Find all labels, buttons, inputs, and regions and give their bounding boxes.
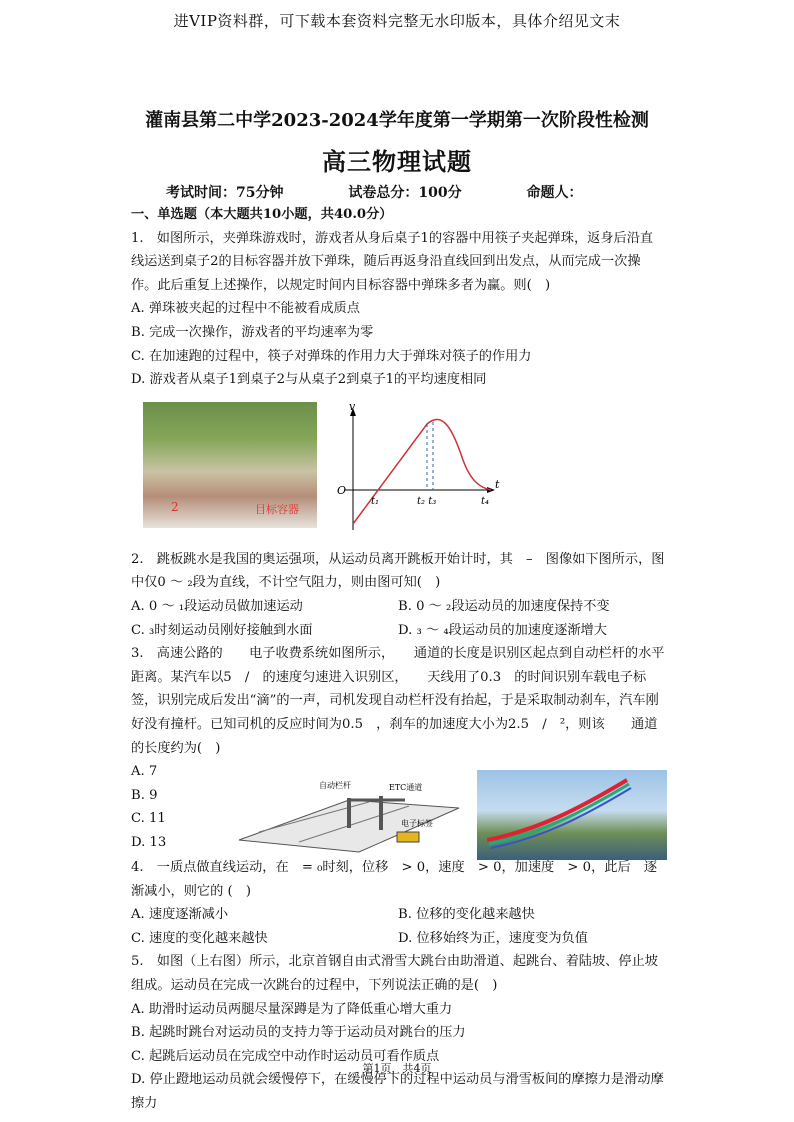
etc-lane-label: ETC通道 <box>389 783 423 793</box>
t1-label: t₁ <box>371 495 380 507</box>
exam-content <box>131 203 665 1116</box>
figure-row-1 <box>131 400 665 538</box>
option-a: A. 助滑时运动员两腿尽量深蹲是为了降低重心增大重力 <box>131 1001 453 1017</box>
question-stem: 5. 如图（上右图）所示，北京首钢自由式滑雪大跳台由助滑道、起跳台、着陆坡、停止坡组成。运动员在完成一次跳台的过程中，下列说法正确的是( ) <box>131 954 658 994</box>
option-d: D. ₃ ～ ₄段运动员的加速度逐渐增大 <box>398 622 607 638</box>
option-a: A. 0 ～ ₁段运动员做加速运动 <box>131 598 303 614</box>
t-axis-label: t <box>495 477 500 491</box>
vip-banner: 进VIP资料群，可下载本套资料完整无水印版本，具体介绍见文末 <box>173 12 621 30</box>
section-heading: 一、单选题（本大题共10小题，共40.0分） <box>131 207 393 222</box>
option-b: B. 位移的变化越来越快 <box>398 907 535 923</box>
option-c: C. 速度的变化越来越快 <box>131 930 268 946</box>
option-d: D. 游戏者从桌子1到桌子2与从桌子2到桌子1的平均速度相同 <box>131 372 487 388</box>
option-d: D. 13 <box>131 834 167 850</box>
option-b: B. 9 <box>131 787 158 803</box>
vt-graph <box>331 400 501 538</box>
option-a: A. 速度逐渐减小 <box>131 907 229 923</box>
exam-score: 试卷总分：100分 <box>348 185 462 201</box>
option-b: B. 完成一次操作，游戏者的平均速率为零 <box>131 324 374 340</box>
question-stem: 1. 如图所示，夹弹珠游戏时，游戏者从身后桌子1的容器中用筷子夹起弹珠，返身后沿直线运送到桌子2的目标容器并放下弹珠，随后再返身沿直线回到出发点，从而完成一次操作。此后重复上述操作，以规定时间内目标容器中弹珠多者为赢。则( ) <box>131 230 654 293</box>
ski-jump-photo <box>477 770 667 860</box>
option-a: A. 7 <box>131 764 158 780</box>
page-footer: 第1页，共4页 <box>362 1062 432 1075</box>
table-number: 2 <box>171 500 179 515</box>
exam-meta <box>166 182 646 202</box>
option-b: B. 0 ～ ₂段运动员的加速度保持不变 <box>398 598 610 614</box>
school-title: 灌南县第二中学2023-2024学年度第一学期第一次阶段性检测 <box>145 110 649 131</box>
origin-label: O <box>337 483 347 497</box>
question-5 <box>131 950 665 1115</box>
tag-label: 电子标签 <box>401 819 433 829</box>
question-stem: 2. 跳板跳水是我国的奥运强项，从运动员离开跳板开始计时，其 – 图像如下图所示，图中仅0 ～ ₂段为直线，不计空气阻力，则由图可知( ) <box>131 551 665 591</box>
t2t3-label: t₂ t₃ <box>417 495 437 507</box>
exam-time: 考试时间：75分钟 <box>166 185 284 201</box>
option-c: C. ₃时刻运动员刚好接触到水面 <box>131 622 313 638</box>
option-d: D. 停止蹬地运动员就会缓慢停下，在缓慢停下的过程中运动员与滑雪板间的摩擦力是滑动摩擦力 <box>131 1072 664 1112</box>
q3-options-figure <box>131 760 665 856</box>
option-c: C. 在加速跑的过程中，筷子对弹珠的作用力大于弹珠对筷子的作用力 <box>131 348 532 364</box>
option-a: A. 弹珠被夹起的过程中不能被看成质点 <box>131 301 360 317</box>
question-3 <box>131 642 665 856</box>
question-1 <box>131 227 665 392</box>
question-stem: 3. 高速公路的 电子收费系统如图所示， 通道的长度是识别区起点到自动栏杆的水平距离。某汽车以5 / 的速度匀速进入识别区， 天线用了0.3 的时间识别车载电子标签，识别完成后发出“滴”的一声，司机发现自动栏杆没有抬起，于是采取制动刹车，汽车刚好没有撞杆。已知司机的反应时间为0.5 ，刹车的加速度大小为2.5 / ²，则该 通道的长度约为( ) <box>131 646 665 756</box>
etc-diagram <box>229 780 463 856</box>
question-4 <box>131 856 665 950</box>
exam-title: 高三物理试题 <box>322 147 472 176</box>
game-photo <box>143 402 317 528</box>
question-stem: 4. 一质点做直线运动，在 = ₀时刻，位移 > 0，速度 > 0，加速度 > 0，此后 逐渐减小，则它的 ( ) <box>131 860 658 899</box>
option-c: C. 起跳后运动员在完成空中动作时运动员可看作质点 <box>131 1048 440 1064</box>
v-axis-label: v <box>349 399 356 413</box>
question-2 <box>131 548 665 642</box>
target-container-label: 目标容器 <box>255 503 299 517</box>
t4-label: t₄ <box>481 495 490 507</box>
option-b: B. 起跳时跳台对运动员的支持力等于运动员对跳台的压力 <box>131 1025 466 1041</box>
option-c: C. 11 <box>131 811 166 827</box>
gate-label: 自动栏杆 <box>319 781 351 791</box>
exam-author: 命题人： <box>526 185 583 201</box>
option-d: D. 位移始终为正，速度变为负值 <box>398 930 588 946</box>
